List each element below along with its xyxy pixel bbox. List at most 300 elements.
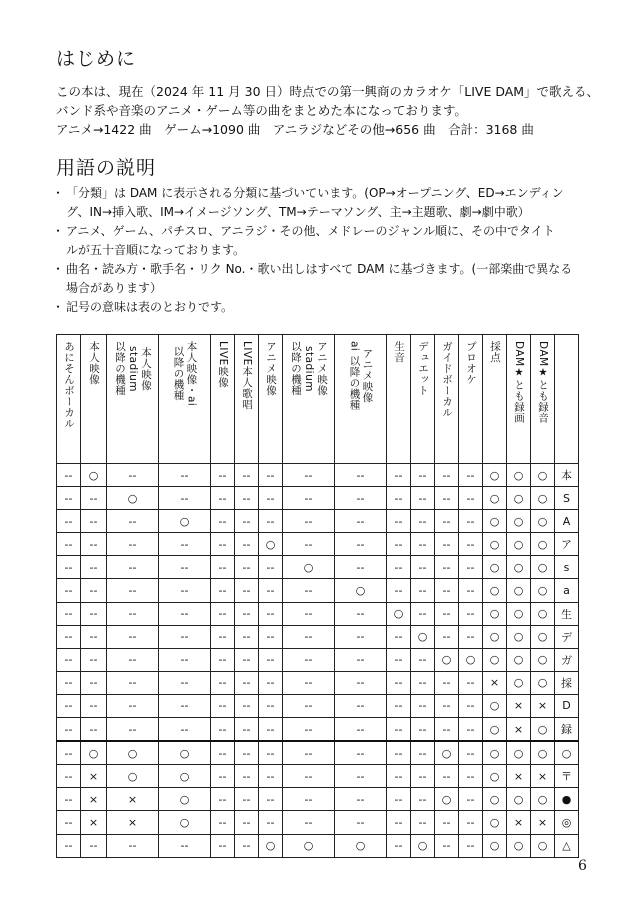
column-header [235, 335, 259, 464]
table-cell: ○ [483, 579, 507, 602]
column-header [531, 335, 555, 464]
table-cell: ○ [507, 556, 531, 579]
table-cell: -- [335, 648, 387, 671]
glossary-heading: 用語の説明 [56, 157, 157, 179]
table-cell: -- [57, 788, 81, 811]
table-row [57, 510, 579, 533]
table-cell: -- [81, 602, 107, 625]
table-cell: ○ [531, 671, 555, 694]
symbol-cell: 生 [555, 602, 579, 625]
column-header [335, 335, 387, 464]
table-cell: -- [259, 648, 283, 671]
table-cell: ○ [507, 602, 531, 625]
table-cell: -- [335, 533, 387, 556]
table-cell: ○ [531, 533, 555, 556]
table-cell: ○ [507, 579, 531, 602]
table-cell: -- [387, 533, 411, 556]
table-cell: -- [459, 625, 483, 648]
table-cell: -- [107, 671, 159, 694]
table-cell: -- [211, 765, 235, 788]
table-cell: -- [81, 718, 107, 742]
table-cell: ○ [531, 579, 555, 602]
table-cell: -- [335, 765, 387, 788]
table-cell: ○ [387, 602, 411, 625]
table-row [57, 834, 579, 857]
table-row [57, 765, 579, 788]
table-cell: -- [387, 625, 411, 648]
table-cell: -- [235, 487, 259, 510]
table-row [57, 811, 579, 834]
table-cell: -- [107, 648, 159, 671]
table-cell: -- [159, 533, 211, 556]
table-cell: -- [211, 487, 235, 510]
table-cell: -- [235, 718, 259, 742]
table-cell: -- [335, 671, 387, 694]
table-cell: -- [283, 464, 335, 487]
symbol-cell: 採 [555, 671, 579, 694]
glossary-item [56, 222, 572, 260]
column-header [57, 335, 81, 464]
table-cell: -- [335, 718, 387, 742]
table-cell: ○ [531, 487, 555, 510]
column-header [81, 335, 107, 464]
table-cell: -- [387, 579, 411, 602]
table-cell: -- [81, 556, 107, 579]
table-cell: ○ [335, 579, 387, 602]
table-cell: × [107, 811, 159, 834]
column-header-label: 採点 [489, 341, 501, 363]
intro-line-2: バンド系や音楽のアニメ・ゲーム等の曲をまとめた本になっております。 [56, 103, 467, 118]
table-cell: -- [459, 834, 483, 857]
table-cell: -- [387, 510, 411, 533]
table-cell: -- [259, 765, 283, 788]
table-cell: -- [211, 648, 235, 671]
intro-heading: はじめに [56, 48, 137, 70]
table-cell: -- [387, 811, 411, 834]
table-cell: -- [411, 741, 435, 765]
table-cell: -- [411, 487, 435, 510]
table-cell: -- [211, 602, 235, 625]
table-cell: -- [235, 602, 259, 625]
glossary-item [56, 298, 572, 317]
table-cell: -- [57, 556, 81, 579]
table-cell: -- [159, 648, 211, 671]
symbol-cell: S [555, 487, 579, 510]
table-cell: -- [81, 834, 107, 857]
table-cell: ○ [483, 788, 507, 811]
table-cell: -- [459, 487, 483, 510]
table-cell: -- [81, 579, 107, 602]
glossary-item-line: 「分類」は DAM に表示される分類に基づいています。(OP→オープニング、ED→エンディン [66, 186, 564, 200]
table-cell: ○ [159, 788, 211, 811]
table-cell: -- [81, 694, 107, 717]
table-cell: -- [107, 579, 159, 602]
table-cell: -- [459, 602, 483, 625]
table-row [57, 788, 579, 811]
table-cell: -- [435, 464, 459, 487]
table-cell: -- [259, 694, 283, 717]
table-cell: -- [259, 464, 283, 487]
table-cell: -- [259, 788, 283, 811]
table-cell: -- [459, 533, 483, 556]
table-cell: -- [387, 788, 411, 811]
table-cell: ○ [531, 464, 555, 487]
table-cell: -- [435, 602, 459, 625]
column-header-label: プロオケ [465, 341, 477, 385]
glossary-item-line: 場合があります） [66, 281, 163, 295]
table-cell: ○ [483, 625, 507, 648]
table-cell: ○ [483, 741, 507, 765]
table-row [57, 556, 579, 579]
table-cell: ○ [531, 741, 555, 765]
table-cell: -- [107, 718, 159, 742]
table-cell: -- [283, 718, 335, 742]
table-cell: -- [107, 510, 159, 533]
table-cell: ○ [507, 741, 531, 765]
table-cell: -- [159, 671, 211, 694]
table-row [57, 671, 579, 694]
table-cell: -- [459, 765, 483, 788]
table-cell: -- [211, 671, 235, 694]
table-cell: -- [435, 625, 459, 648]
glossary-item-line: グ、IN→挿入歌、IM→イメージソング、TM→テーマソング、主→主題歌、劇→劇中歌） [66, 205, 530, 219]
glossary-item-line: 曲名・読み方・歌手名・リク No.・歌い出しはすべて DAM に基づきます。(一部楽曲で異なる [66, 262, 573, 276]
table-cell: -- [211, 556, 235, 579]
table-cell: -- [283, 602, 335, 625]
table-cell: -- [107, 464, 159, 487]
glossary-item [56, 184, 572, 222]
table-cell: -- [57, 834, 81, 857]
table-cell: -- [283, 625, 335, 648]
table-cell: -- [283, 487, 335, 510]
column-header [555, 335, 579, 464]
table-cell: -- [283, 510, 335, 533]
table-cell: -- [107, 602, 159, 625]
table-row [57, 533, 579, 556]
symbol-cell: ア [555, 533, 579, 556]
table-cell: -- [335, 694, 387, 717]
column-header-label: デュエット [417, 341, 429, 396]
column-header [387, 335, 411, 464]
column-header-label: あにそんボーカル [63, 341, 75, 429]
column-header-label: LIVE本人歌唱 [241, 341, 253, 410]
table-cell: -- [435, 556, 459, 579]
table-cell: -- [235, 694, 259, 717]
column-header-label: ガイドボーカル [441, 341, 453, 418]
table-cell: ○ [483, 811, 507, 834]
table-cell: × [531, 694, 555, 717]
table-cell: -- [335, 464, 387, 487]
table-cell: ○ [159, 765, 211, 788]
table-cell: -- [335, 741, 387, 765]
table-cell: -- [211, 741, 235, 765]
table-cell: -- [283, 648, 335, 671]
column-header-label: 生音 [393, 341, 405, 363]
table-cell: -- [235, 648, 259, 671]
table-cell: -- [235, 464, 259, 487]
table-cell: -- [57, 602, 81, 625]
column-header-label: 本人映像 stadium 以降の機種 [114, 341, 152, 396]
table-cell: -- [81, 671, 107, 694]
glossary-item-line: アニメ、ゲーム、パチスロ、アニラジ・その他、メドレーのジャンル順に、その中でタイト [66, 224, 555, 238]
column-header [283, 335, 335, 464]
table-cell: -- [435, 811, 459, 834]
table-cell: ○ [159, 741, 211, 765]
column-header [211, 335, 235, 464]
table-cell: -- [81, 487, 107, 510]
table-cell: -- [211, 788, 235, 811]
table-cell: -- [459, 464, 483, 487]
table-row [57, 602, 579, 625]
table-cell: -- [459, 579, 483, 602]
table-cell: -- [335, 556, 387, 579]
table-row [57, 718, 579, 742]
table-cell: -- [459, 718, 483, 742]
table-cell: -- [57, 464, 81, 487]
table-cell: ○ [483, 834, 507, 857]
table-cell: -- [81, 625, 107, 648]
table-cell: -- [435, 834, 459, 857]
table-cell: × [531, 765, 555, 788]
table-cell: -- [107, 834, 159, 857]
table-cell: -- [283, 765, 335, 788]
table-cell: -- [435, 671, 459, 694]
column-header-label: 本人映像 [88, 341, 100, 385]
column-header [459, 335, 483, 464]
table-cell: ○ [483, 533, 507, 556]
table-cell: ○ [531, 648, 555, 671]
table-row [57, 625, 579, 648]
table-cell: -- [259, 741, 283, 765]
table-cell: -- [211, 533, 235, 556]
table-cell: -- [57, 718, 81, 742]
table-cell: -- [211, 579, 235, 602]
table-cell: ○ [483, 602, 507, 625]
table-cell: ○ [283, 556, 335, 579]
table-cell: -- [387, 741, 411, 765]
table-cell: -- [335, 602, 387, 625]
table-cell: × [81, 765, 107, 788]
table-cell: -- [57, 579, 81, 602]
column-header [507, 335, 531, 464]
table-cell: -- [435, 694, 459, 717]
table-cell: -- [411, 648, 435, 671]
table-cell: -- [235, 556, 259, 579]
table-cell: -- [259, 510, 283, 533]
table-cell: -- [459, 811, 483, 834]
table-cell: -- [435, 487, 459, 510]
table-cell: ○ [435, 648, 459, 671]
table-cell: ○ [335, 834, 387, 857]
table-cell: -- [81, 648, 107, 671]
table-cell: -- [411, 556, 435, 579]
table-cell: -- [159, 625, 211, 648]
table-cell: -- [411, 533, 435, 556]
table-cell: ○ [107, 741, 159, 765]
table-cell: -- [283, 694, 335, 717]
table-cell: -- [335, 625, 387, 648]
table-cell: × [107, 788, 159, 811]
table-cell: ○ [507, 788, 531, 811]
table-cell: -- [435, 533, 459, 556]
table-cell: -- [57, 694, 81, 717]
table-cell: ○ [507, 487, 531, 510]
table-cell: ○ [259, 834, 283, 857]
table-cell: -- [259, 671, 283, 694]
table-cell: ○ [483, 464, 507, 487]
symbol-cell: D [555, 694, 579, 717]
table-cell: ○ [259, 533, 283, 556]
table-cell: -- [435, 718, 459, 742]
table-cell: -- [57, 625, 81, 648]
table-cell: -- [459, 510, 483, 533]
table-cell: ○ [531, 788, 555, 811]
table-cell: -- [107, 533, 159, 556]
table-cell: ○ [283, 834, 335, 857]
table-cell: -- [235, 741, 259, 765]
table-cell: -- [211, 694, 235, 717]
table-row [57, 464, 579, 487]
symbol-cell: デ [555, 625, 579, 648]
table-cell: -- [387, 648, 411, 671]
table-cell: -- [107, 694, 159, 717]
table-cell: -- [211, 834, 235, 857]
table-cell: -- [57, 765, 81, 788]
column-header [411, 335, 435, 464]
table-cell: -- [259, 625, 283, 648]
table-cell: ○ [507, 648, 531, 671]
table-cell: ○ [531, 510, 555, 533]
table-cell: -- [235, 671, 259, 694]
table-row [57, 648, 579, 671]
table-cell: -- [283, 671, 335, 694]
table-cell: -- [411, 788, 435, 811]
table-cell: -- [259, 579, 283, 602]
column-header-label: アニメ映像 ai 以降の機種 [348, 341, 374, 411]
table-cell: -- [159, 464, 211, 487]
column-header-label: DAM★とも録音 [537, 341, 549, 424]
table-cell: -- [57, 741, 81, 765]
table-cell: -- [159, 579, 211, 602]
column-header [435, 335, 459, 464]
table-cell: × [507, 694, 531, 717]
table-cell: -- [211, 718, 235, 742]
symbol-cell: 〒 [555, 765, 579, 788]
table-cell: -- [411, 510, 435, 533]
table-cell: ○ [531, 602, 555, 625]
table-cell: -- [259, 556, 283, 579]
table-cell: × [507, 765, 531, 788]
table-cell: -- [459, 671, 483, 694]
symbol-cell: 本 [555, 464, 579, 487]
table-cell: ○ [435, 788, 459, 811]
table-cell: -- [235, 765, 259, 788]
table-cell: -- [159, 556, 211, 579]
table-cell: ○ [483, 694, 507, 717]
table-cell: -- [387, 718, 411, 742]
table-cell: ○ [435, 741, 459, 765]
symbol-cell: s [555, 556, 579, 579]
column-header-label: DAM★とも録画 [513, 341, 525, 424]
table-cell: -- [235, 834, 259, 857]
table-cell: -- [159, 487, 211, 510]
table-cell: -- [335, 811, 387, 834]
table-cell: × [507, 718, 531, 742]
table-cell: -- [411, 811, 435, 834]
table-cell: ○ [507, 834, 531, 857]
table-cell: -- [283, 741, 335, 765]
column-header [259, 335, 283, 464]
table-row [57, 741, 579, 765]
table-cell: -- [81, 533, 107, 556]
table-cell: -- [235, 788, 259, 811]
table-cell: -- [411, 694, 435, 717]
table-cell: ○ [107, 765, 159, 788]
table-row [57, 579, 579, 602]
column-header-label: アニメ映像 stadium 以降の機種 [290, 341, 328, 396]
glossary-item [56, 260, 572, 298]
table-cell: -- [57, 671, 81, 694]
table-cell: ○ [531, 556, 555, 579]
table-cell: -- [387, 765, 411, 788]
glossary-list [56, 184, 572, 317]
table-cell: -- [283, 811, 335, 834]
table-cell: -- [211, 811, 235, 834]
table-cell: -- [335, 487, 387, 510]
table-cell: -- [211, 464, 235, 487]
table-cell: -- [283, 788, 335, 811]
table-cell: -- [259, 602, 283, 625]
table-cell: ○ [81, 741, 107, 765]
table-cell: ○ [483, 718, 507, 742]
symbol-cell: ● [555, 788, 579, 811]
column-header-label: LIVE映像 [217, 341, 229, 388]
table-cell: -- [259, 487, 283, 510]
table-cell: -- [435, 510, 459, 533]
table-cell: ○ [531, 834, 555, 857]
table-body [57, 464, 579, 858]
table-cell: -- [159, 602, 211, 625]
table-header-row [57, 335, 579, 464]
table-cell: -- [235, 510, 259, 533]
intro-line-1: この本は、現在（2024 年 11 月 30 日）時点での第一興商のカラオケ「LIVE DAM」で歌える、 [56, 84, 600, 99]
column-header-label: 本人映像・ai 以降の機種 [172, 341, 198, 407]
table-cell: -- [81, 510, 107, 533]
table-cell: -- [411, 765, 435, 788]
table-cell: -- [211, 625, 235, 648]
table-cell: -- [259, 718, 283, 742]
table-cell: ○ [81, 464, 107, 487]
table-cell: -- [57, 510, 81, 533]
table-cell: ○ [507, 625, 531, 648]
table-cell: ○ [483, 487, 507, 510]
table-cell: -- [459, 741, 483, 765]
table-cell: -- [107, 556, 159, 579]
table-cell: ○ [483, 648, 507, 671]
table-cell: -- [459, 694, 483, 717]
table-cell: -- [159, 718, 211, 742]
table-cell: -- [235, 533, 259, 556]
symbol-legend-table [56, 334, 579, 858]
symbol-cell: ガ [555, 648, 579, 671]
table-cell: -- [387, 694, 411, 717]
table-cell: -- [435, 765, 459, 788]
table-cell: ○ [411, 834, 435, 857]
table-cell: ○ [507, 464, 531, 487]
table-cell: ○ [107, 487, 159, 510]
table-cell: -- [459, 788, 483, 811]
table-cell: -- [57, 648, 81, 671]
